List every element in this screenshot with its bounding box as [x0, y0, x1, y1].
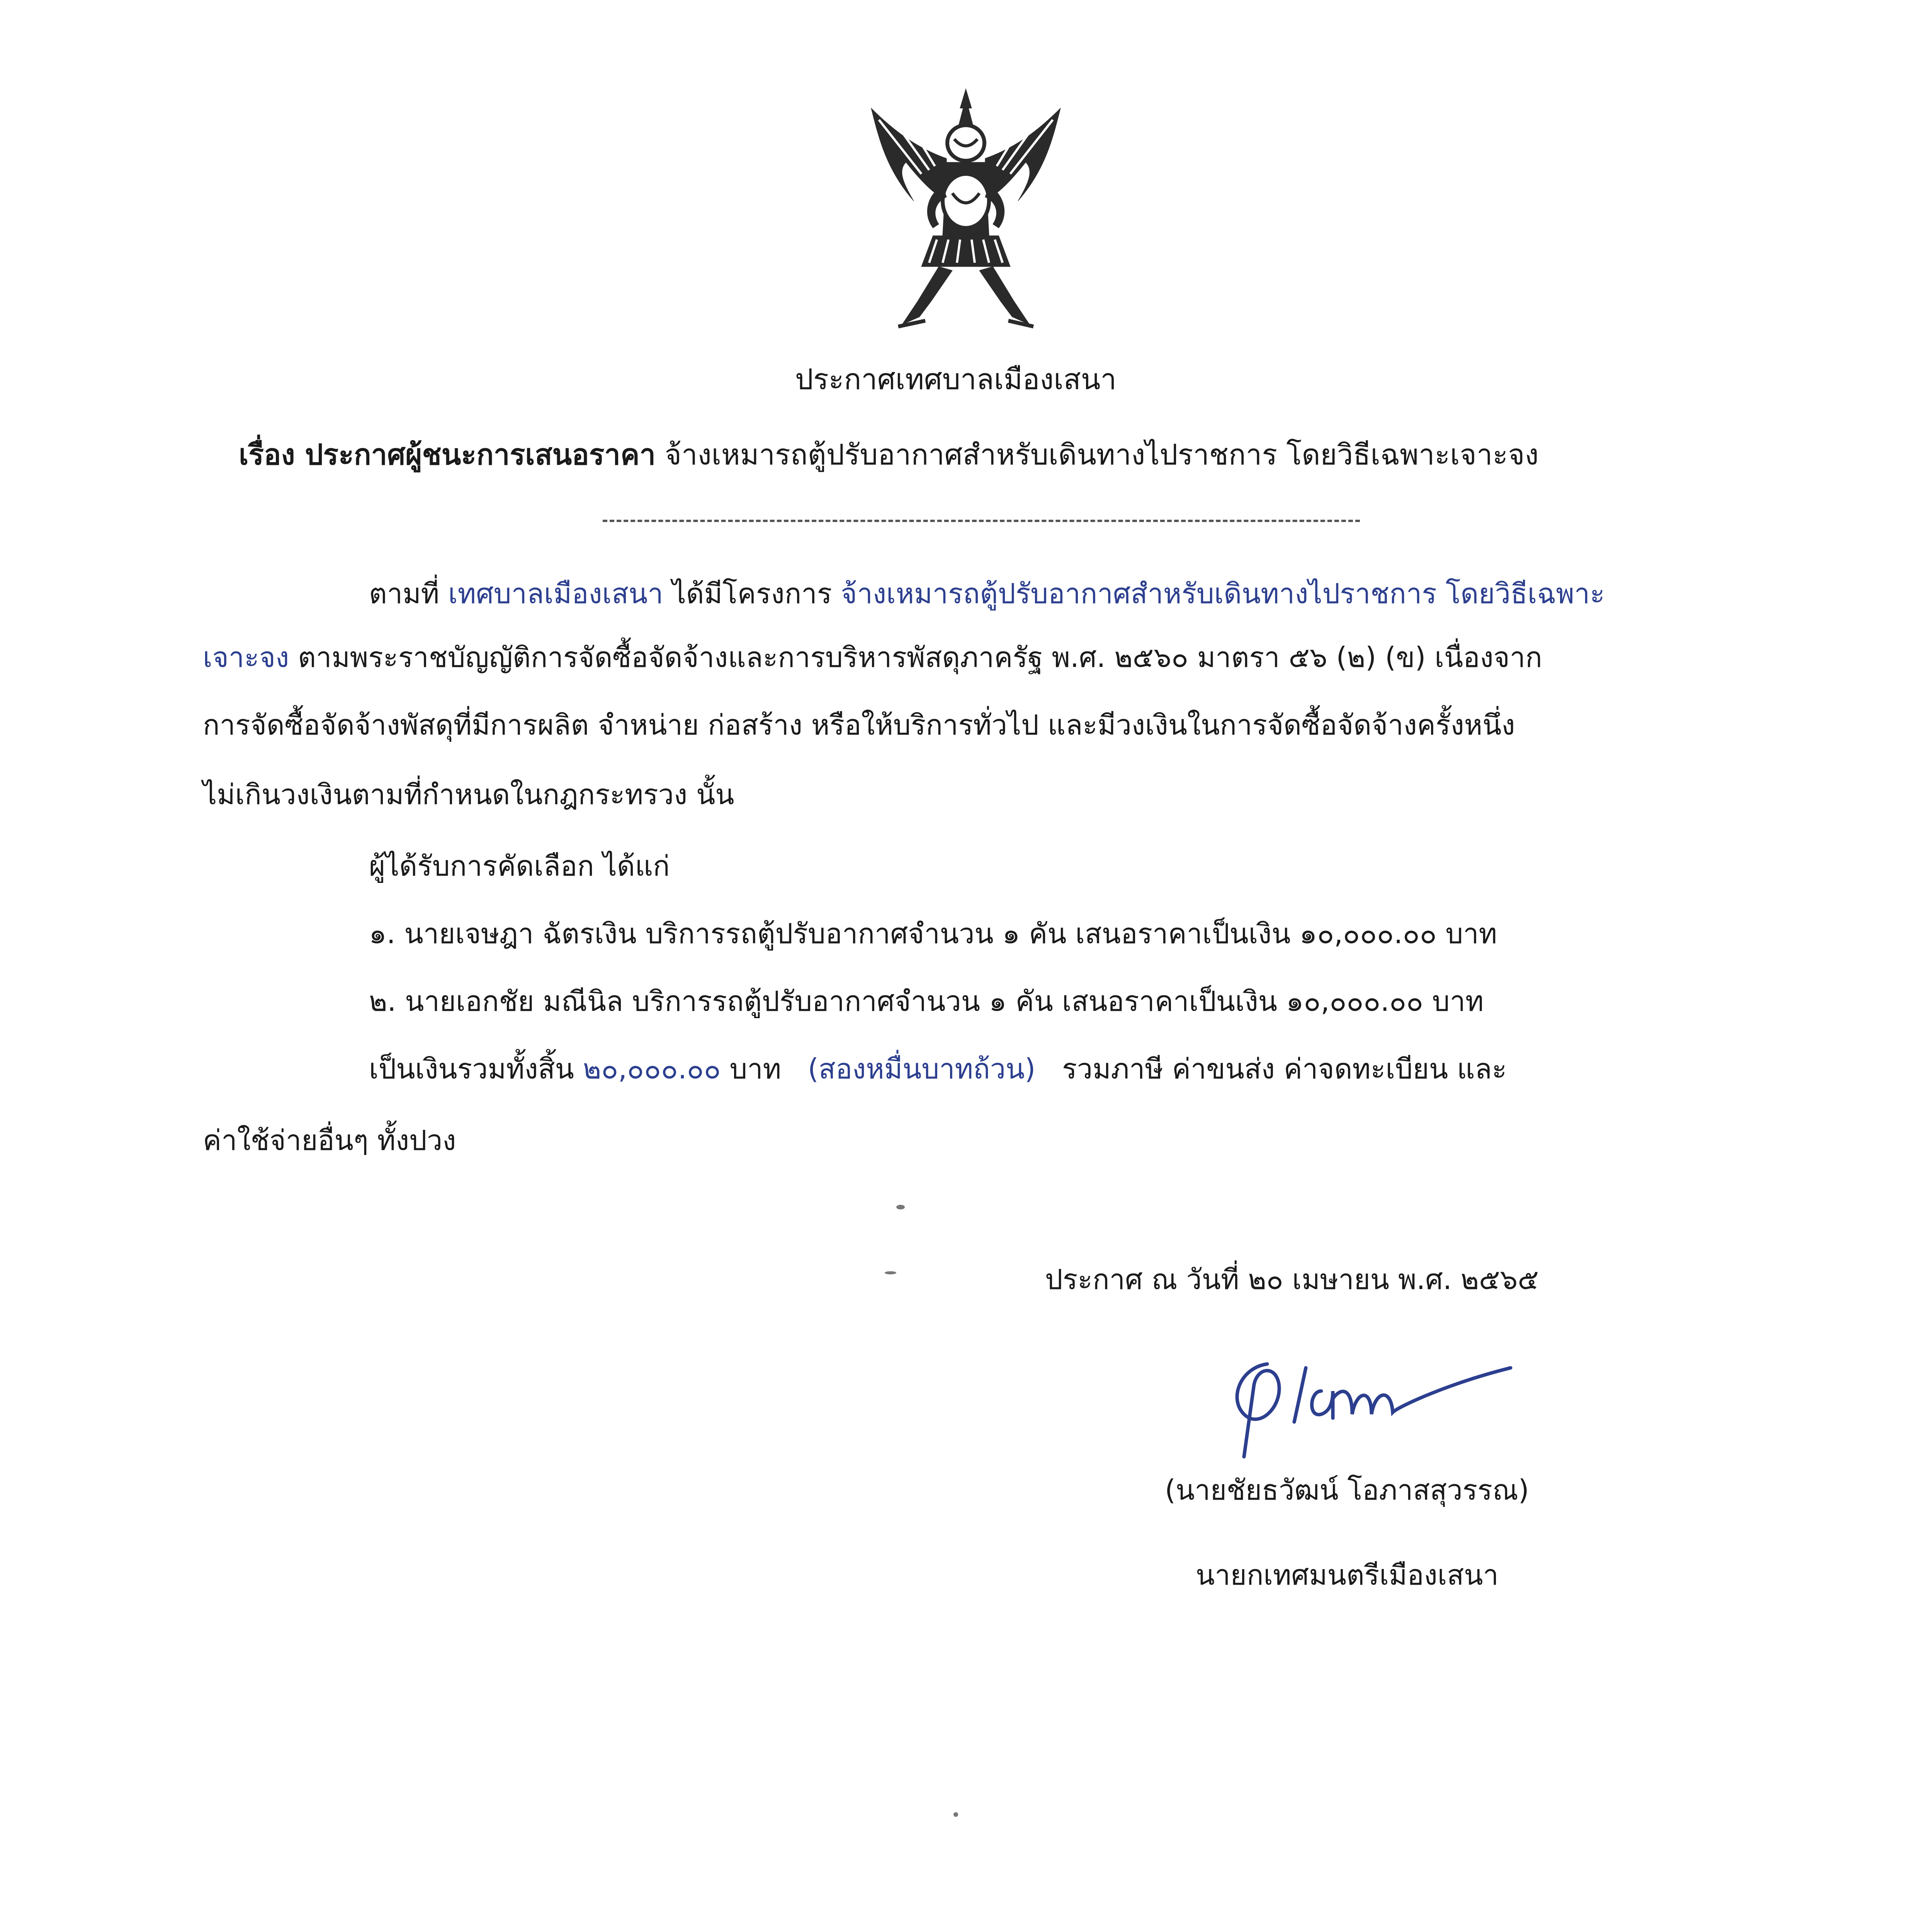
total-rest: รวมภาษี ค่าขนส่ง ค่าจดทะเบียน และ: [1062, 1053, 1507, 1085]
scan-speck: [885, 1271, 896, 1274]
total-words: (สองหมื่นบาทถ้วน): [807, 1053, 1036, 1085]
paragraph-line-3: การจัดซื้อจัดจ้างพัสดุที่มีการผลิต จำหน่าย ก่อสร้าง หรือให้บริการทั่วไป และมีวงเงินในการจัดซื้อจัดจ้างครั้งหนึ่ง: [203, 709, 1515, 741]
total-amount: ๒๐,๐๐๐.๐๐: [583, 1053, 721, 1085]
p1-project: จ้างเหมารถตู้ปรับอากาศสำหรับเดินทางไปราชการ โดยวิธีเฉพาะ: [841, 577, 1605, 610]
subject-line: [239, 440, 1539, 469]
p1-lead: ตามที่: [369, 577, 440, 610]
signer-title: นายกเทศมนตรีเมืองเสนา: [1196, 1559, 1499, 1591]
p1-mid: ได้มีโครงการ: [672, 577, 832, 610]
winner-item: ๑. นายเจษฎา ฉัตรเงิน บริการรถตู้ปรับอากาศจำนวน ๑ คัน เสนอราคาเป็นเงิน ๑๐,๐๐๐.๐๐ บาท: [369, 917, 1497, 950]
total-unit: บาท: [729, 1053, 782, 1085]
p1-line2-b: ตามพระราชบัญญัติการจัดซื้อจัดจ้างและการบริหารพัสดุภาครัฐ พ.ศ. ๒๕๖๐ มาตรา ๕๖ (๒) (ข) เนื่องจาก: [298, 641, 1542, 673]
selected-label: ผู้ได้รับการคัดเลือก ได้แก่: [369, 850, 670, 882]
winner-item: ๒. นายเอกชัย มณีนิล บริการรถตู้ปรับอากาศจำนวน ๑ คัน เสนอราคาเป็นเงิน ๑๐,๐๐๐.๐๐ บาท: [369, 985, 1484, 1017]
garuda-emblem: [856, 85, 1076, 332]
scan-speck: [896, 1205, 905, 1209]
total-lead: เป็นเงินรวมทั้งสิ้น: [369, 1053, 574, 1085]
paragraph-line-4: ไม่เกินวงเงินตามที่กำหนดในกฎกระทรวง นั้น: [203, 778, 734, 811]
scan-speck: [953, 1812, 958, 1817]
paragraph-line-2: [203, 643, 1542, 671]
announce-date: ประกาศ ณ วันที่ ๒๐ เมษายน พ.ศ. ๒๕๖๕: [1045, 1263, 1539, 1296]
paragraph-line-1: [369, 577, 1605, 610]
divider-line: [603, 520, 1360, 522]
total-line-2: ค่าใช้จ่ายอื่นๆ ทั้งปวง: [203, 1124, 456, 1156]
issuer-heading: ประกาศเทศบาลเมืองเสนา: [795, 363, 1117, 396]
p1-line2-a: เจาะจง: [203, 641, 289, 673]
p1-org: เทศบาลเมืองเสนา: [448, 577, 663, 610]
signature: [1217, 1341, 1518, 1464]
signer-name: (นายชัยธวัฒน์ โอภาสสุวรรณ): [1165, 1474, 1529, 1506]
subject-prefix: เรื่อง ประกาศผู้ชนะการเสนอราคา: [239, 438, 656, 471]
subject-text: จ้างเหมารถตู้ปรับอากาศสำหรับเดินทางไปราชการ โดยวิธีเฉพาะเจาะจง: [664, 438, 1539, 471]
total-line-1: [369, 1055, 1507, 1083]
